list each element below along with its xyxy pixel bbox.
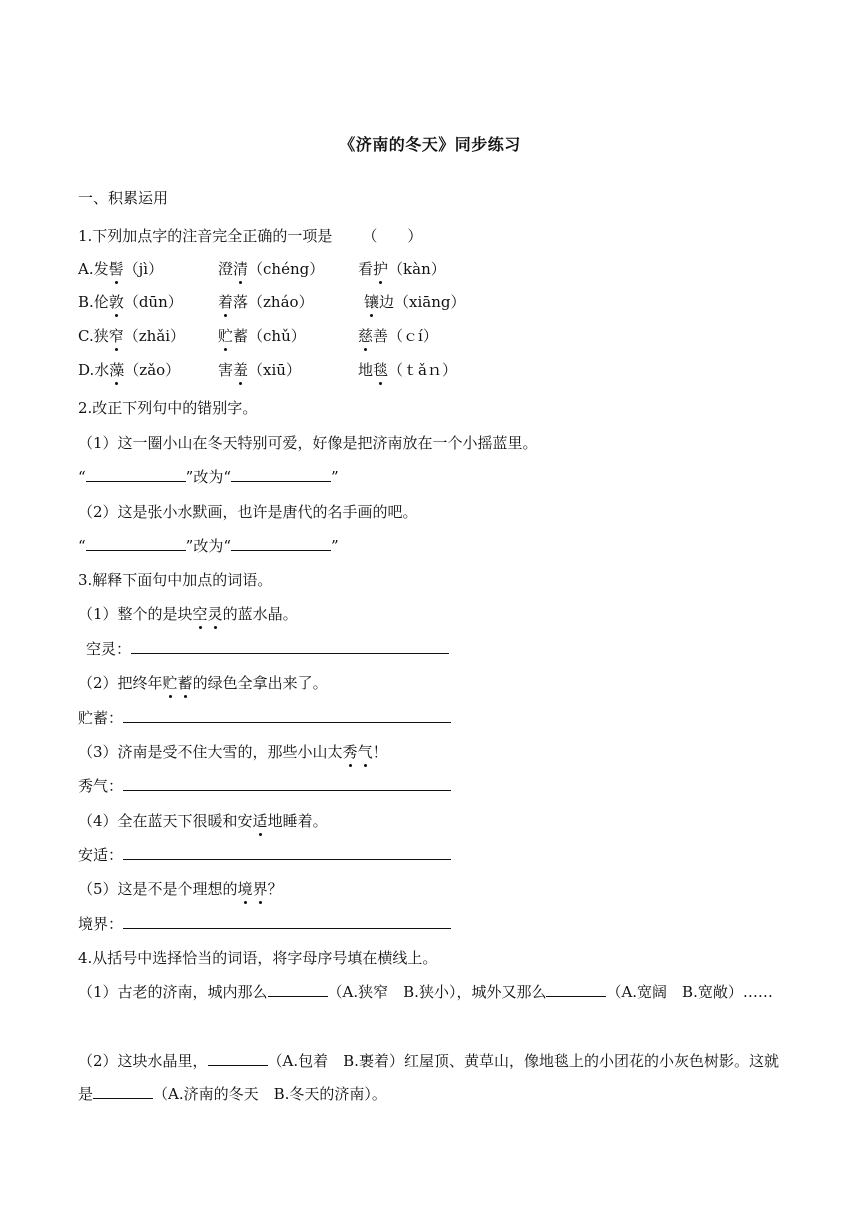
dotted-char: 贮 [218,327,234,345]
question-3-sentence: （3）济南是受不住大雪的，那些小山太秀气！ [78,743,388,761]
dotted-char: 灵 [207,605,223,623]
question-3-answer: 贮蓄： [78,708,451,728]
question-4-stem: 4.从括号中选择恰当的词语，将字母序号填在横线上。 [78,949,438,967]
page-title: 《济南的冬天》同步练习 [339,135,521,154]
dotted-char: 贮 [162,674,178,692]
answer-blank[interactable] [231,467,331,482]
question-3-sentence: （5）这是不是个理想的境界？ [78,880,283,898]
question-3-answer: 空灵： [86,639,449,659]
question-2-sentence-1: （1）这一圈小山在冬天特别可爱，好像是把济南放在一个小摇蓝里。 [78,434,538,452]
dotted-char: 慈 [358,327,374,345]
answer-blank[interactable] [123,845,451,860]
question-3-sentence: （4）全在蓝天下很暖和安适地睡着。 [78,812,328,830]
question-2-answer-2: “ ”改为“ ” [78,537,339,555]
question-3-sentence: （1）整个的是块空灵的蓝水晶。 [78,605,298,623]
option-a: A.发髻（jì） 澄清（chéng） 看护（kàn） [78,260,446,278]
dotted-char: 适 [252,812,268,830]
option-b: B.伦敦（dūn） 着落（zháo） 镶边（xiāng） [78,293,466,311]
answer-blank[interactable] [86,536,186,551]
question-2-answer-1: “ ”改为“ ” [78,468,339,486]
dotted-char: 秀 [342,743,358,761]
dotted-char: 清 [233,260,249,278]
dotted-char: 髻 [108,260,124,278]
dotted-char: 蓄 [177,674,193,692]
section-heading: 一、积累运用 [78,189,169,207]
answer-blank[interactable] [123,914,451,929]
dotted-char: 窄 [108,327,124,345]
question-4-item-1: （1）古老的济南，城内那么 （A.狭窄 B.狭小），城外又那么 （A.宽阔 B.宽敞）…… [78,983,773,1001]
option-c: C.狭窄（zhǎi） 贮蓄（chǔ） 慈善（ｃí） [78,327,438,345]
dotted-char: 藻 [109,361,125,379]
question-3-sentence: （2）把终年贮蓄的绿色全拿出来了。 [78,674,328,692]
dotted-char: 着 [218,293,234,311]
question-3-answer: 安适： [78,845,451,865]
question-3-stem: 3.解释下面句中加点的词语。 [78,571,273,589]
question-3-answer: 境界： [78,914,451,934]
dotted-char: 镶 [364,293,380,311]
dotted-char: 境 [237,880,253,898]
answer-blank[interactable] [131,639,449,654]
answer-blank[interactable] [208,1051,268,1066]
question-2-sentence-2: （2）这是张小水默画，也许是唐代的名手画的吧。 [78,503,418,521]
answer-blank[interactable] [268,982,328,997]
dotted-char: 羞 [233,361,249,379]
dotted-char: 气 [357,743,373,761]
answer-blank[interactable] [123,708,451,723]
answer-blank[interactable] [231,536,331,551]
dotted-char: 界 [252,880,268,898]
question-3-answer: 秀气： [78,776,451,796]
dotted-char: 空 [192,605,208,623]
option-d: D.水藻（zǎo） 害羞（xiū） 地毯（ｔǎｎ） [78,361,457,379]
question-2-stem: 2.改正下列句中的错别字。 [78,399,258,417]
question-4-item-2: （2）这块水晶里， （A.包着 B.裹着）红屋顶、黄草山，像地毯上的小团花的小灰色树影。这就是 （A.济南的冬天 B.冬天的济南）。 [78,1052,779,1103]
answer-blank[interactable] [86,467,186,482]
answer-paren: （ ） [362,227,423,245]
dotted-char: 毯 [373,361,389,379]
question-1-stem: 1.下列加点字的注音完全正确的一项是 （ ） [78,227,423,245]
answer-blank[interactable] [546,982,606,997]
answer-blank[interactable] [93,1084,153,1099]
dotted-char: 敦 [108,293,124,311]
dotted-char: 护 [373,260,389,278]
answer-blank[interactable] [123,776,451,791]
